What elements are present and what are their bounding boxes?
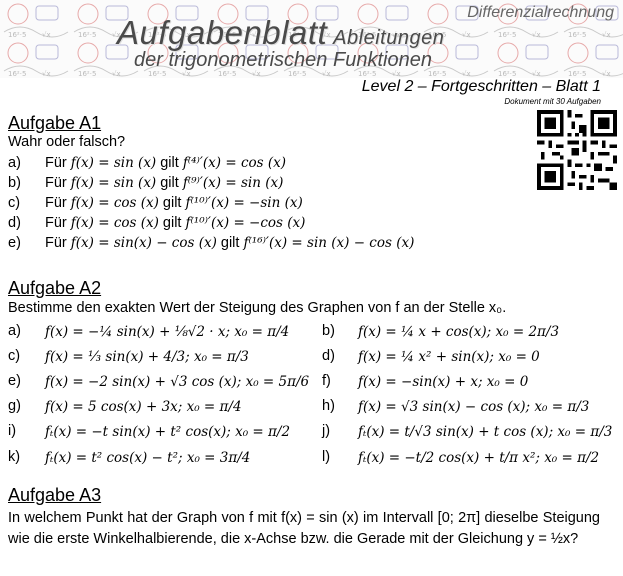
a1-item-pre: Für	[45, 235, 67, 251]
a2-item-expr: f(x) = 5 cos(x) + 3x; x₀ = π/4	[45, 399, 242, 415]
a1-item	[45, 195, 303, 211]
a1-item-pre: Für	[45, 215, 67, 231]
a2-item-label: b)	[322, 323, 335, 339]
a2-item-label: a)	[8, 323, 21, 339]
a1-item-label: e)	[8, 235, 21, 251]
a1-item-derivative: f⁽¹⁰⁾′(x) = −cos (x)	[185, 215, 306, 231]
a2-item-expr: f(x) = ¼ x + cos(x); x₀ = 2π/3	[358, 324, 560, 340]
a2-item-label: j)	[322, 423, 331, 439]
a1-item-derivative: f⁽¹⁰⁾′(x) = −sin (x)	[185, 195, 303, 211]
header-banner	[0, 0, 623, 78]
a1-item-mid: gilt	[220, 235, 240, 251]
a1-heading: Aufgabe A1	[8, 113, 102, 133]
a2-prompt: Bestimme den exakten Wert der Steigung des Graphen von f an der Stelle x₀.	[8, 300, 507, 316]
a2-item-label: e)	[8, 373, 21, 389]
a2-item-expr: fₜ(x) = t/√3 sin(x) + t cos (x); x₀ = π/3	[358, 424, 613, 440]
a1-item-function: f(x) = cos (x)	[70, 215, 159, 231]
a1-item-derivative: f⁽¹⁶⁾′(x) = sin (x) − cos (x)	[243, 235, 415, 251]
a1-item-mid: gilt	[160, 175, 179, 191]
a1-item-derivative: f⁽⁴⁾′(x) = cos (x)	[182, 155, 287, 171]
a2-item-label: l)	[322, 449, 331, 465]
a2-item-expr: f(x) = ¼ x² + sin(x); x₀ = 0	[358, 349, 540, 365]
a1-item-mid: gilt	[160, 155, 179, 171]
a3-heading: Aufgabe A3	[8, 485, 102, 505]
a1-item-pre: Für	[45, 195, 67, 211]
a2-item-label: i)	[8, 423, 17, 439]
qr-code	[537, 110, 617, 190]
a1-item	[45, 175, 283, 191]
a1-item	[45, 235, 414, 251]
a2-item-label: c)	[8, 348, 21, 364]
a1-item-label: d)	[8, 215, 21, 231]
a1-item-function: f(x) = sin (x)	[70, 155, 157, 171]
a2-item-expr: fₜ(x) = t² cos(x) − t²; x₀ = 3π/4	[45, 450, 251, 466]
a2-item-label: g)	[8, 398, 21, 414]
a1-item-function: f(x) = sin (x)	[70, 175, 157, 191]
a1-item-label: b)	[8, 175, 21, 191]
a2-item-expr: f(x) = −2 sin(x) + √3 cos (x); x₀ = 5π/6	[45, 374, 310, 390]
a2-item-label: k)	[8, 449, 21, 465]
doc-note: Dokument mit 30 Aufgaben	[504, 97, 601, 106]
a2-item-expr: f(x) = ⅓ sin(x) + 4/3; x₀ = π/3	[45, 349, 249, 365]
sheet-subtitle: der trigonometrischen Funktionen	[134, 49, 432, 71]
level-label: Level 2 – Fortgeschritten – Blatt 1	[361, 78, 601, 95]
a2-item-expr: f(x) = −sin(x) + x; x₀ = 0	[358, 374, 529, 390]
a2-heading: Aufgabe A2	[8, 278, 102, 298]
a1-item-mid: gilt	[162, 195, 182, 211]
a2-item-label: d)	[322, 348, 335, 364]
a1-item-function: f(x) = cos (x)	[70, 195, 159, 211]
a2-item-expr: fₜ(x) = −t/2 cos(x) + t/π x²; x₀ = π/2	[358, 450, 600, 466]
a2-item-label: f)	[322, 373, 331, 389]
a1-item-label: a)	[8, 155, 21, 171]
a2-item-expr: fₜ(x) = −t sin(x) + t² cos(x); x₀ = π/2	[45, 424, 291, 440]
a1-item-pre: Für	[45, 175, 67, 191]
a1-item-label: c)	[8, 195, 21, 211]
a2-item-expr: f(x) = −¼ sin(x) + ⅛√2 · x; x₀ = π/4	[45, 324, 290, 340]
a1-item-mid: gilt	[162, 215, 182, 231]
sheet-title: Aufgabenblatt Ableitungen	[117, 14, 445, 51]
a3-text: In welchem Punkt hat der Graph von f mit f(x) = sin (x) im Intervall [0; 2π] dieselbe Steigung wie die erste Winkelhalbierende, die x-Achse bzw. die Gerade mit der Gleichung y = ½x?	[8, 510, 600, 547]
a2-item-expr: f(x) = √3 sin(x) − cos (x); x₀ = π/3	[358, 399, 590, 415]
a1-item-derivative: f⁽⁹⁾′(x) = sin (x)	[182, 175, 284, 191]
topic-label: Differenzialrechnung	[467, 4, 614, 21]
a1-item-pre: Für	[45, 155, 67, 171]
a2-item-label: h)	[322, 398, 335, 414]
a1-item-function: f(x) = sin(x) − cos (x)	[70, 235, 217, 251]
a1-item	[45, 215, 305, 231]
a1-item	[45, 155, 286, 171]
a1-prompt: Wahr oder falsch?	[8, 134, 126, 150]
